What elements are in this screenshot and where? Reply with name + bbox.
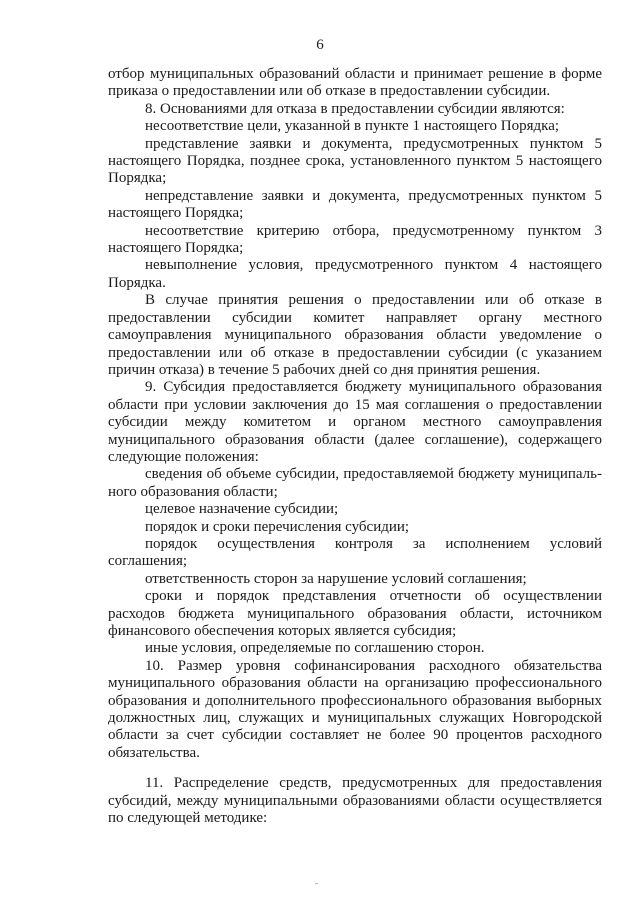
paragraph-9: 9. Субсидия предоставляется бюджету муниципального образования области при условии заключения до 15 мая соглашения о предоставлении субсидии между комитетом и органом местного самоуправления муниципального образования области (далее соглашение), содержащего следующие положения: xyxy=(108,379,602,465)
paragraph-8-item-1: несоответствие цели, указанной в пункте 1 настоящего Порядка; xyxy=(145,118,560,135)
paragraph-9-item-7: иные условия, определяемые по соглашению сторон. xyxy=(145,640,485,657)
paragraph-notification: В случае принятия решения о предоставлении или об отказе в предоставлении субсидии комитет направляет органу местного самоуправления муниципального образования области уведомление о предоставлении или об отказе в предоставлении субсидии (с указанием причин отказа) в течение 5 рабочих дней со дня принятия решения. xyxy=(108,292,602,378)
paragraph-11: 11. Распределение средств, предусмотренных для предоставления субсидий, между муниципальными образованиями области осуществляется по следующей методике: xyxy=(108,775,602,827)
paragraph-9-item-6: сроки и порядок представления отчетности об осуществлении расходов бюджета муниципального образования области, источником финансового обеспечения которых является субсидия; xyxy=(108,588,602,639)
paragraph-8-item-3: непредставление заявки и документа, предусмотренных пунктом 5 настоящего Порядка; xyxy=(108,187,602,222)
paragraph-9-item-5: ответственность сторон за нарушение условий соглашения; xyxy=(145,570,527,587)
paragraph-9-item-4: порядок осуществления контроля за исполнением условий соглашения; xyxy=(108,535,602,570)
paragraph-8-heading: 8. Основаниями для отказа в предоставлении субсидии являются: xyxy=(145,100,565,117)
paragraph-8-item-5: невыполнение условия, предусмотренного пунктом 4 настоящего Порядка. xyxy=(108,257,602,291)
paragraph-10: 10. Размер уровня софинансирования расходного обязательства муниципального образования области на организацию профессионального образования и дополнительного профессионального образования выборных должностных лиц, служащих и муниципальных служащих Новгородской области за счет субсидии составляет не более 90 процентов расходного обязательства. xyxy=(108,657,602,761)
document-body xyxy=(108,66,602,827)
paragraph-8-item-4: несоответствие критерию отбора, предусмотренному пунктом 3 настоящего Порядка; xyxy=(108,222,602,257)
paragraph-9-item-1: сведения об объеме субсидии, предоставляемой бюджету муниципаль-ного образования области; xyxy=(108,466,602,500)
page-number: 6 xyxy=(316,37,324,53)
paragraph-selection-decision: отбор муниципальных образований области и принимает решение в форме приказа о предоставлении или об отказе в предоставлении субсидии. xyxy=(108,66,602,100)
paragraph-9-item-2: целевое назначение субсидии; xyxy=(145,501,339,518)
scan-mark xyxy=(315,883,318,884)
paragraph-9-item-3: порядок и сроки перечисления субсидии; xyxy=(145,518,410,535)
paragraph-8-item-2: представление заявки и документа, предусмотренных пунктом 5 настоящего Порядка, позднее срока, установленного пунктом 5 настоящего Порядка; xyxy=(108,135,602,187)
